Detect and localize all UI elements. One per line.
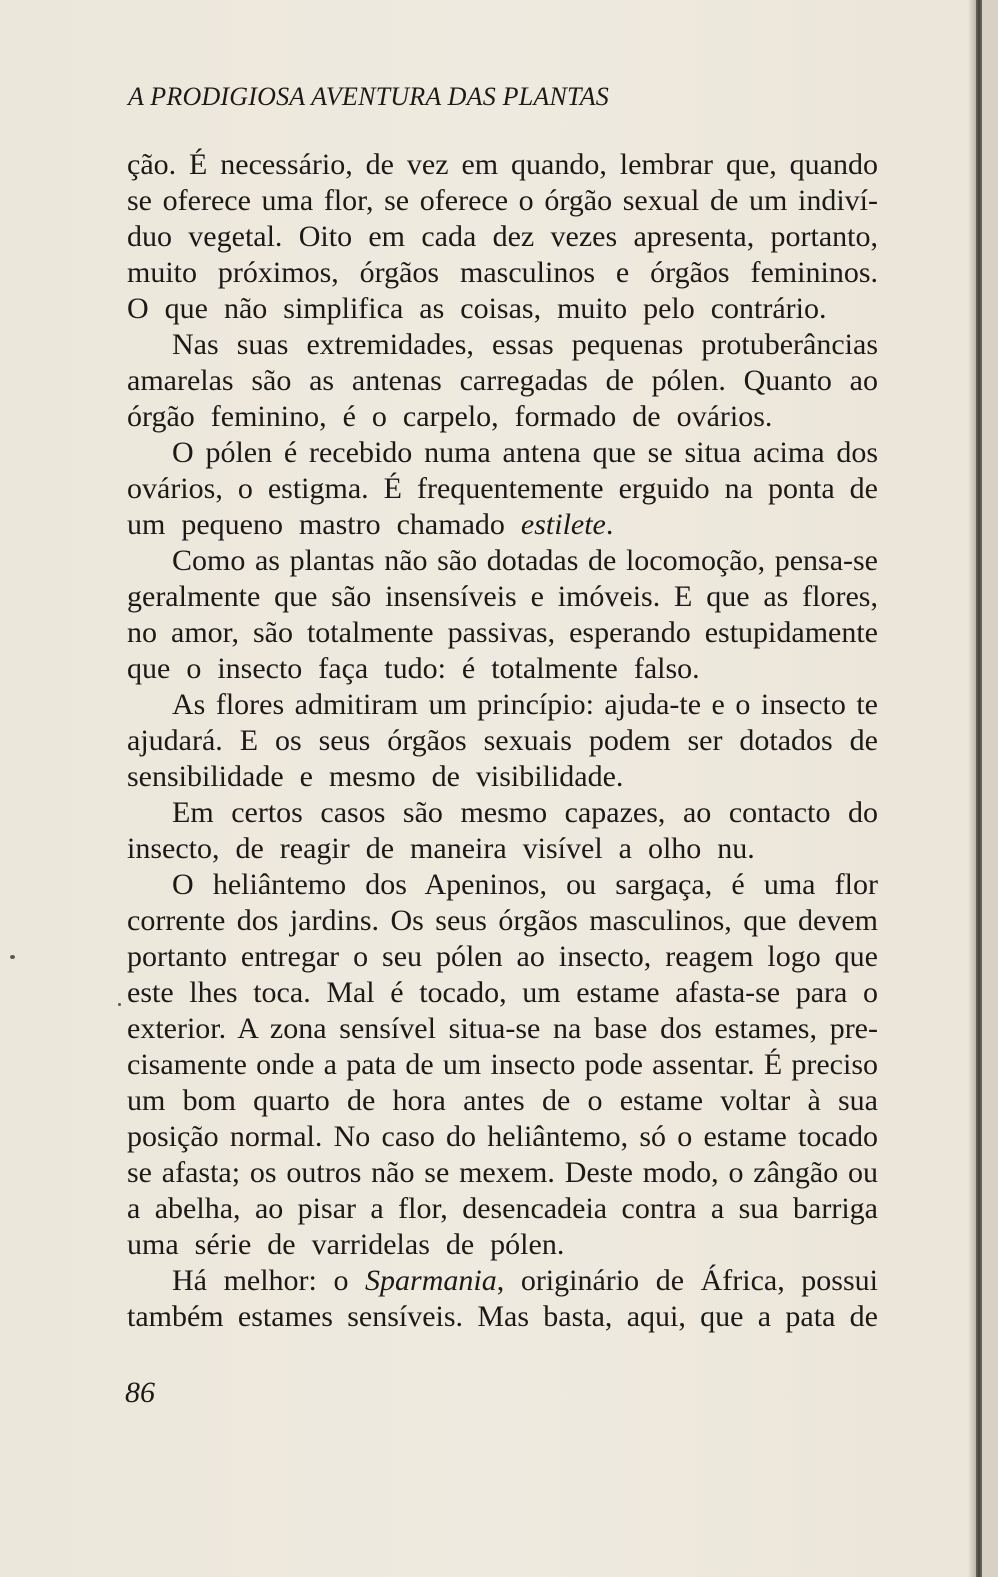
paragraph-first-line: O pólen é recebido numa antena que se situa acima dos	[172, 436, 878, 469]
text-line: muito próximos, órgãos masculinos e órgãos femininos.	[127, 256, 878, 289]
text-line: O que não simplifica as coisas, muito pelo contrário.	[127, 292, 827, 325]
paragraph-first-line	[127, 1263, 878, 1299]
text-segment: um pequeno mastro chamado	[127, 508, 521, 541]
text-line: um bom quarto de hora antes de o estame voltar à sua	[127, 1084, 878, 1117]
text-line: exterior. A zona sensível situa-se na base dos estames, pre-	[127, 1012, 878, 1045]
text-line: no amor, são totalmente passivas, esperando estupidamente	[127, 616, 878, 649]
text-line: duo vegetal. Oito em cada dez vezes apresenta, portanto,	[127, 220, 878, 253]
text-line: geralmente que são insensíveis e imóveis. E que as flores,	[127, 580, 878, 613]
page-edge-margin	[982, 0, 998, 1577]
text-line: corrente dos jardins. Os seus órgãos masculinos, que devem	[127, 904, 878, 937]
text-line: a abelha, ao pisar a flor, desencadeia contra a sua barriga	[127, 1192, 878, 1225]
paragraph-first-line: O heliântemo dos Apeninos, ou sargaça, é uma flor	[172, 868, 878, 901]
paragraph-first-line: Como as plantas não são dotadas de locomoção, pensa-se	[172, 544, 878, 577]
text-line: se afasta; os outros não se mexem. Deste modo, o zângão ou	[127, 1156, 878, 1189]
text-line: amarelas são as antenas carregadas de pólen. Quanto ao	[127, 364, 878, 397]
text-segment: , originário de África, possui	[496, 1264, 878, 1297]
paragraph-first-line: As flores admitiram um princípio: ajuda-te e o insecto te	[172, 688, 878, 721]
text-segment: Há melhor: o	[172, 1264, 366, 1297]
text-line: ovários, o estigma. É frequentemente erguido na ponta de	[127, 472, 878, 505]
text-line: uma série de varridelas de pólen.	[127, 1228, 565, 1261]
text-segment: .	[605, 508, 614, 541]
scan-speck	[10, 955, 15, 959]
text-line: ajudará. E os seus órgãos sexuais podem ser dotados de	[127, 724, 878, 757]
text-line: também estames sensíveis. Mas basta, aqui, que a pata de	[127, 1300, 878, 1333]
paragraph-first-line: Em certos casos são mesmo capazes, ao contacto do	[172, 796, 878, 829]
text-line: insecto, de reagir de maneira visível a olho nu.	[127, 832, 755, 865]
body-text	[127, 147, 878, 1335]
italic-term: estilete	[520, 508, 606, 541]
running-title: A PRODIGIOSA AVENTURA DAS PLANTAS	[128, 82, 609, 111]
page-edge-shadow	[968, 0, 976, 1577]
text-line: portanto entregar o seu pólen ao insecto, reagem logo que	[127, 940, 878, 973]
text-line: ção. É necessário, de vez em quando, lembrar que, quando	[127, 148, 878, 181]
text-line: cisamente onde a pata de um insecto pode assentar. É preciso	[127, 1048, 878, 1081]
paragraph-first-line: Nas suas extremidades, essas pequenas protuberâncias	[172, 328, 878, 361]
scan-speck	[118, 1003, 121, 1006]
page-number: 86	[125, 1376, 155, 1409]
text-line: que o insecto faça tudo: é totalmente falso.	[127, 652, 700, 685]
text-line: sensibilidade e mesmo de visibilidade.	[127, 760, 624, 793]
text-line	[127, 507, 878, 543]
text-line: este lhes toca. Mal é tocado, um estame afasta-se para o	[127, 976, 878, 1009]
italic-term: Sparmania	[365, 1264, 497, 1297]
text-line: se oferece uma flor, se oferece o órgão sexual de um indiví-	[127, 184, 878, 217]
text-line: órgão feminino, é o carpelo, formado de ovários.	[127, 400, 773, 433]
text-line: posição normal. No caso do heliântemo, só o estame tocado	[127, 1120, 878, 1153]
